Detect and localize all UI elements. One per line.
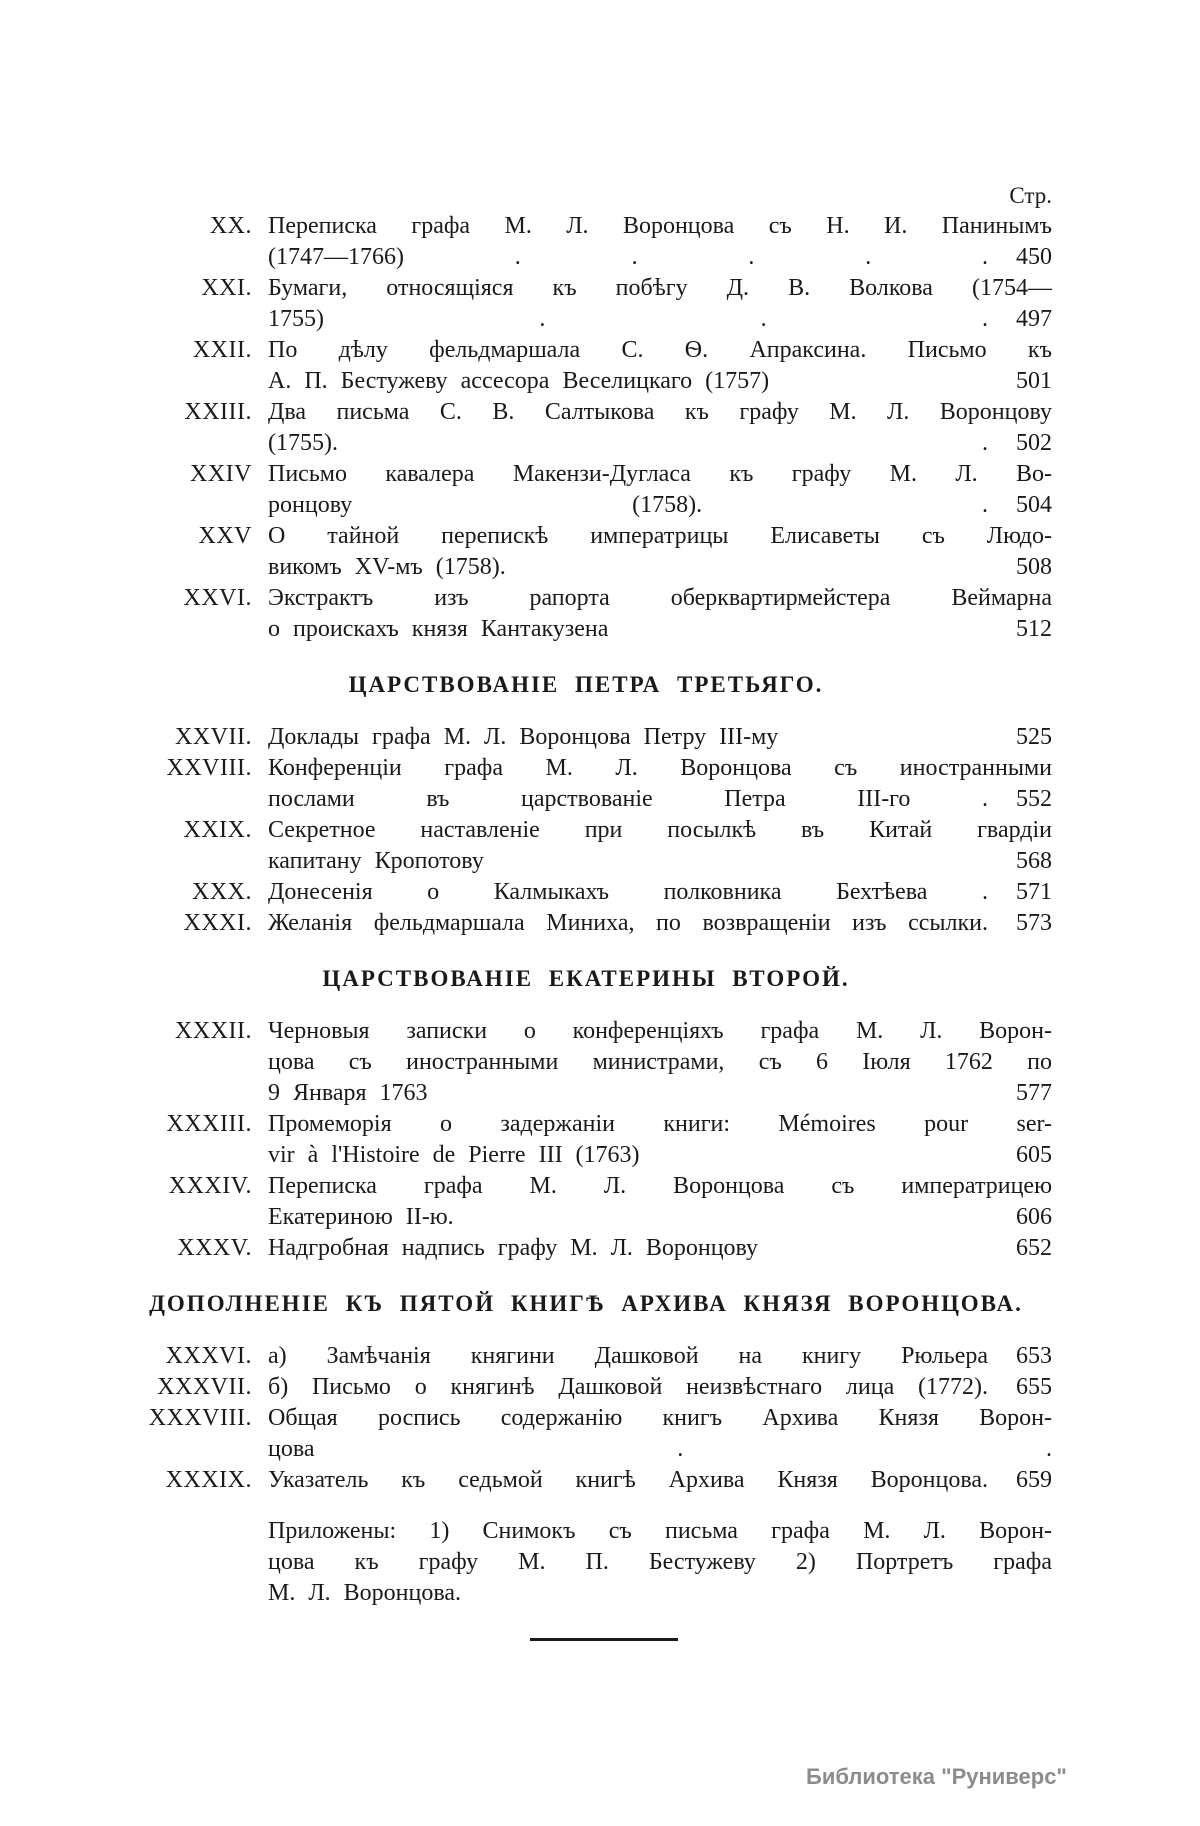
entry-text: Письмо кавалера Макензи-Дугласа къ графу М. Л. Во-	[268, 461, 1052, 487]
entry-page-number: 573	[1016, 910, 1052, 936]
entry-numeral: XXXIX.	[165, 1467, 252, 1493]
toc-line	[120, 583, 1052, 614]
toc-line	[120, 1047, 1052, 1078]
entry-text: ЦАРСТВОВАНІЕ ЕКАТЕРИНЫ ВТОРОЙ.	[322, 966, 850, 991]
entry-numeral: XXVI.	[183, 585, 252, 611]
entry-text: 9 Января 1763	[268, 1080, 428, 1106]
toc-line	[120, 211, 1052, 242]
entry-text: Екатериною II-ю.	[268, 1204, 454, 1230]
entry-page-number: Стр.	[1009, 183, 1052, 208]
entry-numeral: XXIII.	[184, 399, 252, 425]
entry-numeral: XXIV	[190, 461, 252, 487]
toc-line	[120, 490, 1052, 521]
entry-text: (1747—1766) . . . . .	[268, 244, 988, 270]
entry-text: vir à l'Histoire de Pierre III (1763)	[268, 1142, 640, 1168]
entry-numeral: XXV	[198, 523, 252, 549]
entry-text: А. П. Бестужеву ассесора Веселицкаго (1757)	[268, 368, 770, 394]
entry-numeral: XXXV.	[177, 1235, 252, 1261]
entry-text: Доклады графа М. Л. Воронцова Петру III-му	[268, 724, 779, 750]
toc-line	[120, 1341, 1052, 1372]
toc-line	[120, 1202, 1052, 1233]
toc-line	[120, 397, 1052, 428]
toc-line	[120, 846, 1052, 877]
entry-numeral: XXVIII.	[166, 755, 252, 781]
entry-numeral: XXXI.	[183, 910, 252, 936]
entry-page-number: 450	[1016, 244, 1052, 270]
entry-numeral: XXX.	[192, 879, 252, 905]
toc-line	[120, 1547, 1052, 1578]
toc-line	[120, 753, 1052, 784]
toc-line	[120, 242, 1052, 273]
entry-text: Указатель къ седьмой книгѣ Архива Князя Воронцова.	[268, 1467, 988, 1493]
entry-text: О тайной перепискѣ императрицы Елисаветы съ Людо-	[268, 523, 1052, 549]
toc-line	[120, 335, 1052, 366]
entry-page-number: 605	[1016, 1142, 1052, 1168]
entry-text: Бумаги, относящіяся къ побѣгу Д. В. Волкова (1754—	[268, 275, 1052, 301]
entry-text: Промеморія о задержаніи книги: Mémoires pour ser-	[268, 1111, 1052, 1137]
toc-line	[120, 1372, 1052, 1403]
entry-text: Два письма С. В. Салтыкова къ графу М. Л. Воронцову	[268, 399, 1052, 425]
entry-text: викомъ XV-мъ (1758).	[268, 554, 506, 580]
entry-text: а) Замѣчанія княгини Дашковой на книгу Рюльера	[268, 1343, 988, 1369]
entry-text: Переписка графа М. Л. Воронцова съ Н. И. Панинымъ	[268, 213, 1052, 239]
entry-numeral: XXXII.	[175, 1018, 252, 1044]
entry-numeral: XXXIV.	[168, 1173, 252, 1199]
entry-text: Надгробная надпись графу М. Л. Воронцову	[268, 1235, 759, 1261]
entry-page-number: 504	[1016, 492, 1052, 518]
toc-line	[120, 1403, 1052, 1434]
entry-text: Секретное наставленіе при посылкѣ въ Китай гвардіи	[268, 817, 1052, 843]
entry-page-number: 659	[1016, 1467, 1052, 1493]
toc-line	[120, 1016, 1052, 1047]
toc-line	[120, 1171, 1052, 1202]
toc-line	[120, 1109, 1052, 1140]
entry-page-number: 501	[1016, 368, 1052, 394]
entry-page-number: 577	[1016, 1080, 1052, 1106]
toc-line	[120, 784, 1052, 815]
entry-text: о проискахъ князя Кантакузена	[268, 616, 609, 642]
toc-line	[120, 877, 1052, 908]
entry-page-number: 653	[1016, 1343, 1052, 1369]
entry-page-number: 525	[1016, 724, 1052, 750]
toc-line	[120, 273, 1052, 304]
entry-numeral: XXXVI.	[165, 1343, 252, 1369]
entry-text: Конференціи графа М. Л. Воронцова съ иностранными	[268, 755, 1052, 781]
entry-page-number: 508	[1016, 554, 1052, 580]
entry-numeral: XXIX.	[183, 817, 252, 843]
toc-line	[120, 1516, 1052, 1547]
toc-line	[120, 459, 1052, 490]
entry-numeral: XXI.	[201, 275, 252, 301]
toc-line	[120, 1434, 1052, 1465]
toc-line	[120, 1578, 1052, 1609]
entry-numeral: XXXVIII.	[148, 1405, 252, 1431]
toc-line	[120, 908, 1052, 939]
entry-page-number: 497	[1016, 306, 1052, 332]
entry-text: капитану Кропотову	[268, 848, 484, 874]
entry-text: 1755) . . .	[268, 306, 988, 332]
entry-numeral: XXII.	[192, 337, 252, 363]
entry-numeral: XXXVII.	[157, 1374, 252, 1400]
toc-line	[120, 1465, 1052, 1496]
entry-text: послами въ царствованіе Петра III-го .	[268, 786, 988, 812]
toc-line	[120, 180, 1052, 211]
toc-line	[120, 669, 1052, 700]
entry-page-number: 606	[1016, 1204, 1052, 1230]
entry-text: Переписка графа М. Л. Воронцова съ императрицею	[268, 1173, 1052, 1199]
toc-line	[120, 722, 1052, 753]
entry-text: цова . .	[268, 1436, 1052, 1462]
end-rule-divider	[530, 1638, 678, 1641]
toc-line	[120, 1288, 1052, 1319]
entry-text: М. Л. Воронцова.	[268, 1580, 461, 1606]
entry-text: Черновыя записки о конференціяхъ графа М. Л. Ворон-	[268, 1018, 1052, 1044]
toc-line	[120, 552, 1052, 583]
entry-text: Донесенія о Калмыкахъ полковника Бехтѣева .	[268, 879, 988, 905]
entry-text: ронцову (1758). .	[268, 492, 988, 518]
entry-page-number: 502	[1016, 430, 1052, 456]
table-of-contents	[120, 180, 1052, 1609]
entry-text: цова къ графу М. П. Бестужеву 2) Портретъ графа	[268, 1549, 1052, 1575]
toc-line	[120, 1078, 1052, 1109]
toc-line	[120, 963, 1052, 994]
entry-text: ДОПОЛНЕНІЕ КЪ ПЯТОЙ КНИГѢ АРХИВА КНЯЗЯ ВОРОНЦОВА.	[149, 1291, 1023, 1316]
entry-page-number: 655	[1016, 1374, 1052, 1400]
entry-page-number: 568	[1016, 848, 1052, 874]
entry-text: Общая роспись содержанію книгъ Архива Князя Ворон-	[268, 1405, 1052, 1431]
toc-line	[120, 521, 1052, 552]
entry-numeral: XXVII.	[175, 724, 252, 750]
entry-text: цова съ иностранными министрами, съ 6 Іюля 1762 по	[268, 1049, 1052, 1075]
entry-text: ЦАРСТВОВАНІЕ ПЕТРА ТРЕТЬЯГО.	[348, 672, 824, 697]
entry-numeral: XX.	[209, 213, 252, 239]
toc-line	[120, 614, 1052, 645]
entry-text: Приложены: 1) Снимокъ съ письма графа М. Л. Ворон-	[268, 1518, 1052, 1544]
toc-line	[120, 1140, 1052, 1171]
entry-page-number: 571	[1016, 879, 1052, 905]
entry-page-number: 552	[1016, 786, 1052, 812]
entry-text: Желанія фельдмаршала Миниха, по возвращеніи изъ ссылки.	[268, 910, 988, 936]
library-watermark: Библиотека "Руниверс"	[806, 1764, 1067, 1789]
entry-text: (1755). .	[268, 430, 988, 456]
toc-line	[120, 366, 1052, 397]
entry-text: б) Письмо о княгинѣ Дашковой неизвѣстнаго лица (1772).	[268, 1374, 988, 1400]
toc-line	[120, 815, 1052, 846]
toc-line	[120, 428, 1052, 459]
toc-line	[120, 304, 1052, 335]
entry-numeral: XXXIII.	[166, 1111, 252, 1137]
toc-line	[120, 1233, 1052, 1264]
entry-page-number: 512	[1016, 616, 1052, 642]
entry-page-number: 652	[1016, 1235, 1052, 1261]
entry-text: По дѣлу фельдмаршала С. Ѳ. Апраксина. Письмо къ	[268, 337, 1052, 363]
entry-text: Экстрактъ изъ рапорта оберквартирмейстера Веймарна	[268, 585, 1052, 611]
